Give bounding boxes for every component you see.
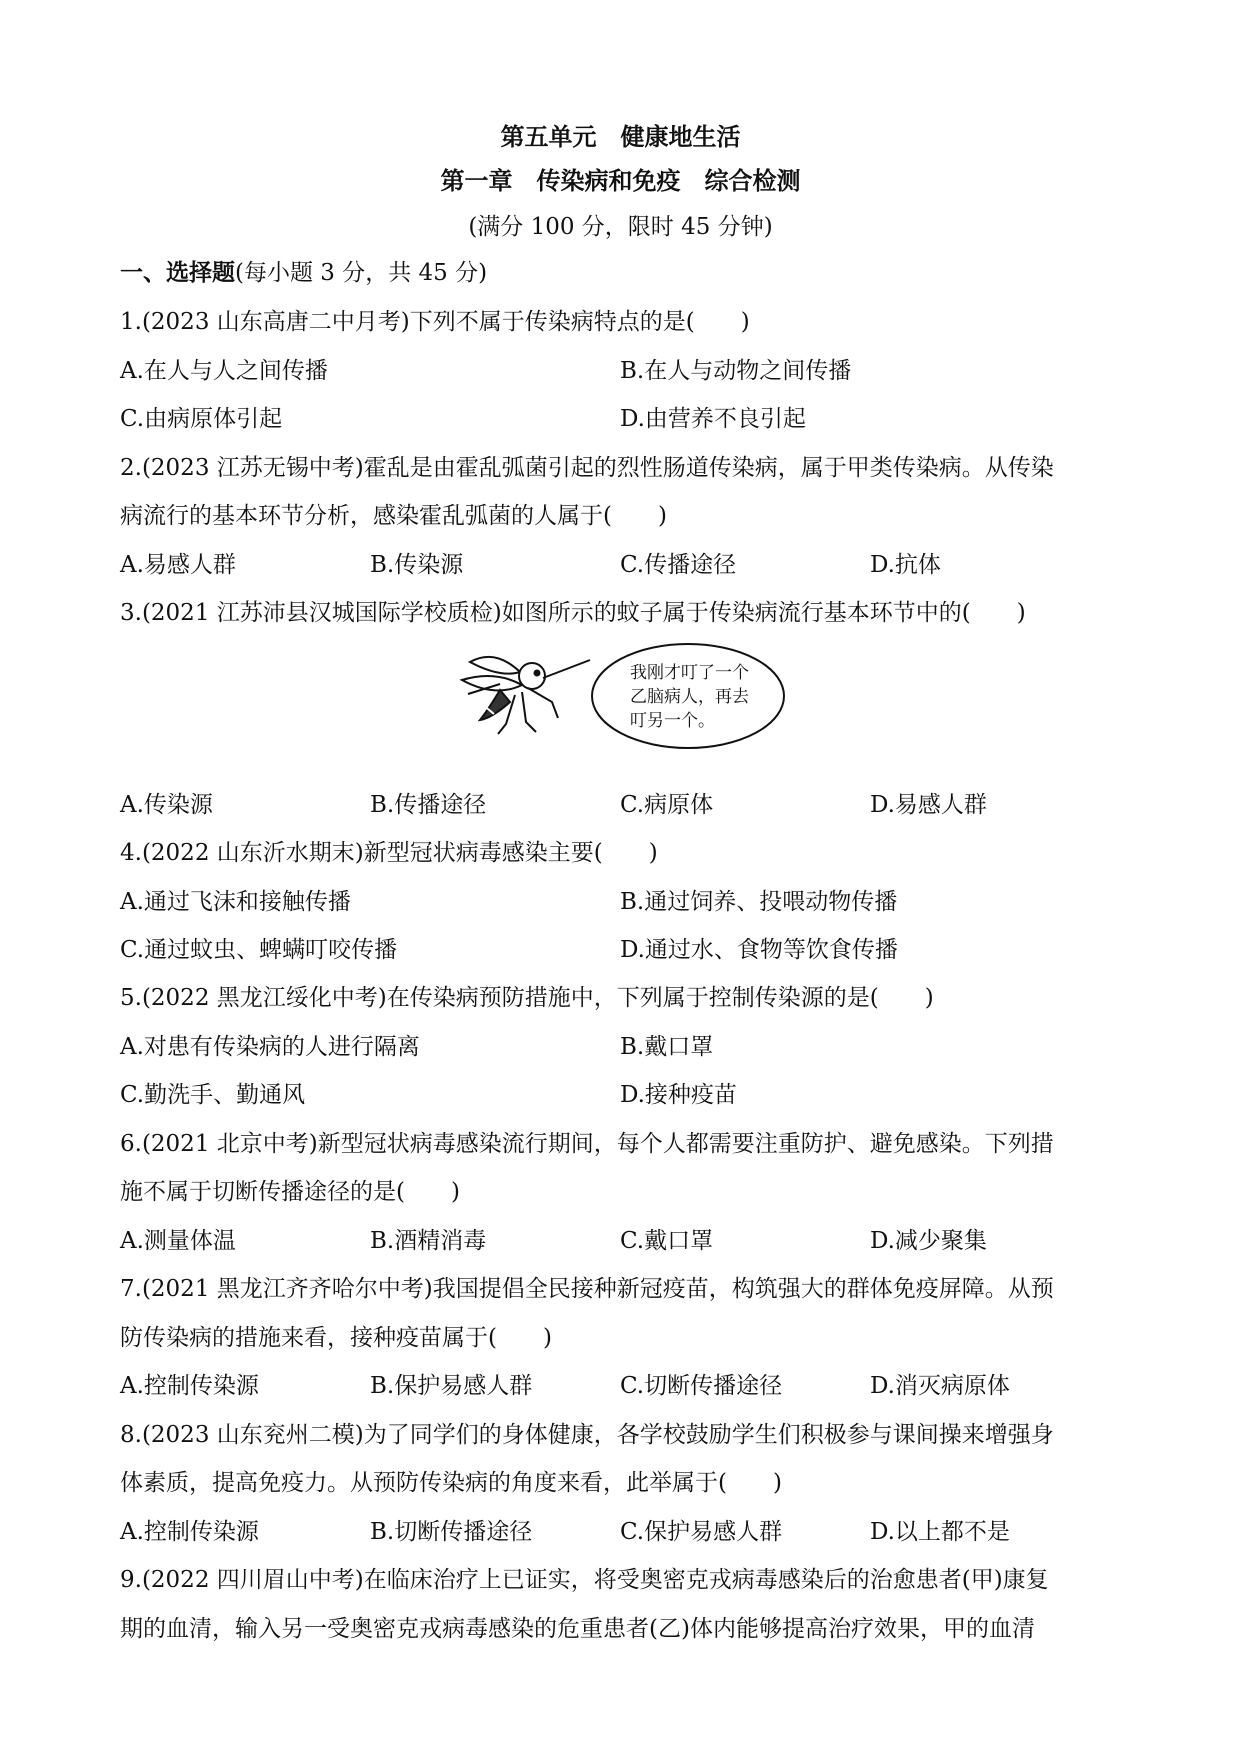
q6-option-a: A.测量体温 <box>120 1228 236 1254</box>
question-2-stem-line2: 病流行的基本环节分析，感染霍乱弧菌的人属于( ) <box>120 503 667 529</box>
q4-option-b: B.通过饲养、投喂动物传播 <box>620 889 898 915</box>
question-4-stem: 4.(2022 山东沂水期末)新型冠状病毒感染主要( ) <box>120 840 658 866</box>
question-7-stem-line1: 7.(2021 黑龙江齐齐哈尔中考)我国提倡全民接种新冠疫苗，构筑强大的群体免疫屏障。从预 <box>120 1276 1054 1302</box>
q2-option-c: C.传播途径 <box>620 552 737 578</box>
question-3-stem: 3.(2021 江苏沛县汉城国际学校质检)如图所示的蚊子属于传染病流行基本环节中的( ) <box>120 600 1026 626</box>
q5-option-d: D.接种疫苗 <box>620 1082 737 1108</box>
q2-option-a: A.易感人群 <box>120 552 236 578</box>
question-8-stem-line2: 体素质，提高免疫力。从预防传染病的角度来看，此举属于( ) <box>120 1470 782 1496</box>
bubble-text-line3: 叮另一个。 <box>630 711 715 731</box>
q6-option-d: D.减少聚集 <box>870 1228 987 1254</box>
q8-option-b: B.切断传播途径 <box>370 1519 533 1545</box>
q7-option-c: C.切断传播途径 <box>620 1373 783 1399</box>
bubble-text-line2: 乙脑病人，再去 <box>630 687 749 707</box>
question-9-stem-line2: 期的血清，输入另一受奥密克戎病毒感染的危重患者(乙)体内能够提高治疗效果，甲的血清 <box>120 1616 1035 1642</box>
q3-option-c: C.病原体 <box>620 792 714 818</box>
q2-option-b: B.传染源 <box>370 552 464 578</box>
mosquito-figure <box>440 640 800 760</box>
mosquito-wing-icon <box>462 676 522 690</box>
q6-option-c: C.戴口罩 <box>620 1228 714 1254</box>
q5-option-c: C.勤洗手、勤通风 <box>120 1082 306 1108</box>
q1-option-c: C.由病原体引起 <box>120 406 283 432</box>
q3-option-d: D.易感人群 <box>870 792 987 818</box>
q8-option-d: D.以上都不是 <box>870 1519 1010 1545</box>
q7-option-b: B.保护易感人群 <box>370 1373 533 1399</box>
q5-option-b: B.戴口罩 <box>620 1034 714 1060</box>
bubble-text-line1: 我刚才叮了一个 <box>630 663 749 683</box>
section-heading <box>120 258 487 288</box>
question-9-stem-line1: 9.(2022 四川眉山中考)在临床治疗上已证实，将受奥密克戎病毒感染后的治愈患者(甲)康复 <box>120 1567 1049 1593</box>
question-6-stem-line2: 施不属于切断传播途径的是( ) <box>120 1179 460 1205</box>
mosquito-leg-icon <box>528 688 558 718</box>
q5-option-a: A.对患有传染病的人进行隔离 <box>120 1034 420 1060</box>
section-note: (每小题 3 分，共 45 分) <box>235 260 488 286</box>
exam-meta: (满分 100 分，限时 45 分钟) <box>468 214 773 240</box>
q3-option-b: B.传播途径 <box>370 792 487 818</box>
question-6-stem-line1: 6.(2021 北京中考)新型冠状病毒感染流行期间，每个人都需要注重防护、避免感染。下列措 <box>120 1131 1054 1157</box>
unit-title: 第五单元 健康地生活 <box>500 122 741 151</box>
q8-option-a: A.控制传染源 <box>120 1519 259 1545</box>
q4-option-c: C.通过蚊虫、蜱螨叮咬传播 <box>120 937 398 963</box>
question-8-stem-line1: 8.(2023 山东兖州二模)为了同学们的身体健康，各学校鼓励学生们积极参与课间操来增强身 <box>120 1422 1054 1448</box>
q1-option-b: B.在人与动物之间传播 <box>620 358 852 384</box>
q4-option-a: A.通过飞沫和接触传播 <box>120 889 351 915</box>
q1-option-d: D.由营养不良引起 <box>620 406 806 432</box>
q1-option-a: A.在人与人之间传播 <box>120 358 328 384</box>
q2-option-d: D.抗体 <box>870 552 941 578</box>
mosquito-wing-icon <box>470 657 520 674</box>
question-7-stem-line2: 防传染病的措施来看，接种疫苗属于( ) <box>120 1325 552 1351</box>
question-2-stem-line1: 2.(2023 江苏无锡中考)霍乱是由霍乱弧菌引起的烈性肠道传染病，属于甲类传染病。从传染 <box>120 455 1054 481</box>
section-title: 一、选择题 <box>120 259 235 286</box>
mosquito-leg-icon <box>522 692 536 732</box>
q7-option-a: A.控制传染源 <box>120 1373 259 1399</box>
q3-option-a: A.传染源 <box>120 792 213 818</box>
q4-option-d: D.通过水、食物等饮食传播 <box>620 937 898 963</box>
mosquito-proboscis-icon <box>543 660 590 678</box>
chapter-title: 第一章 传染病和免疫 综合检测 <box>440 166 801 195</box>
question-1-stem: 1.(2023 山东高唐二中月考)下列不属于传染病特点的是( ) <box>120 309 750 335</box>
question-5-stem: 5.(2022 黑龙江绥化中考)在传染病预防措施中，下列属于控制传染源的是( ) <box>120 985 934 1011</box>
q7-option-d: D.消灭病原体 <box>870 1373 1010 1399</box>
q6-option-b: B.酒精消毒 <box>370 1228 487 1254</box>
mosquito-head-icon <box>519 663 545 689</box>
q8-option-c: C.保护易感人群 <box>620 1519 783 1545</box>
